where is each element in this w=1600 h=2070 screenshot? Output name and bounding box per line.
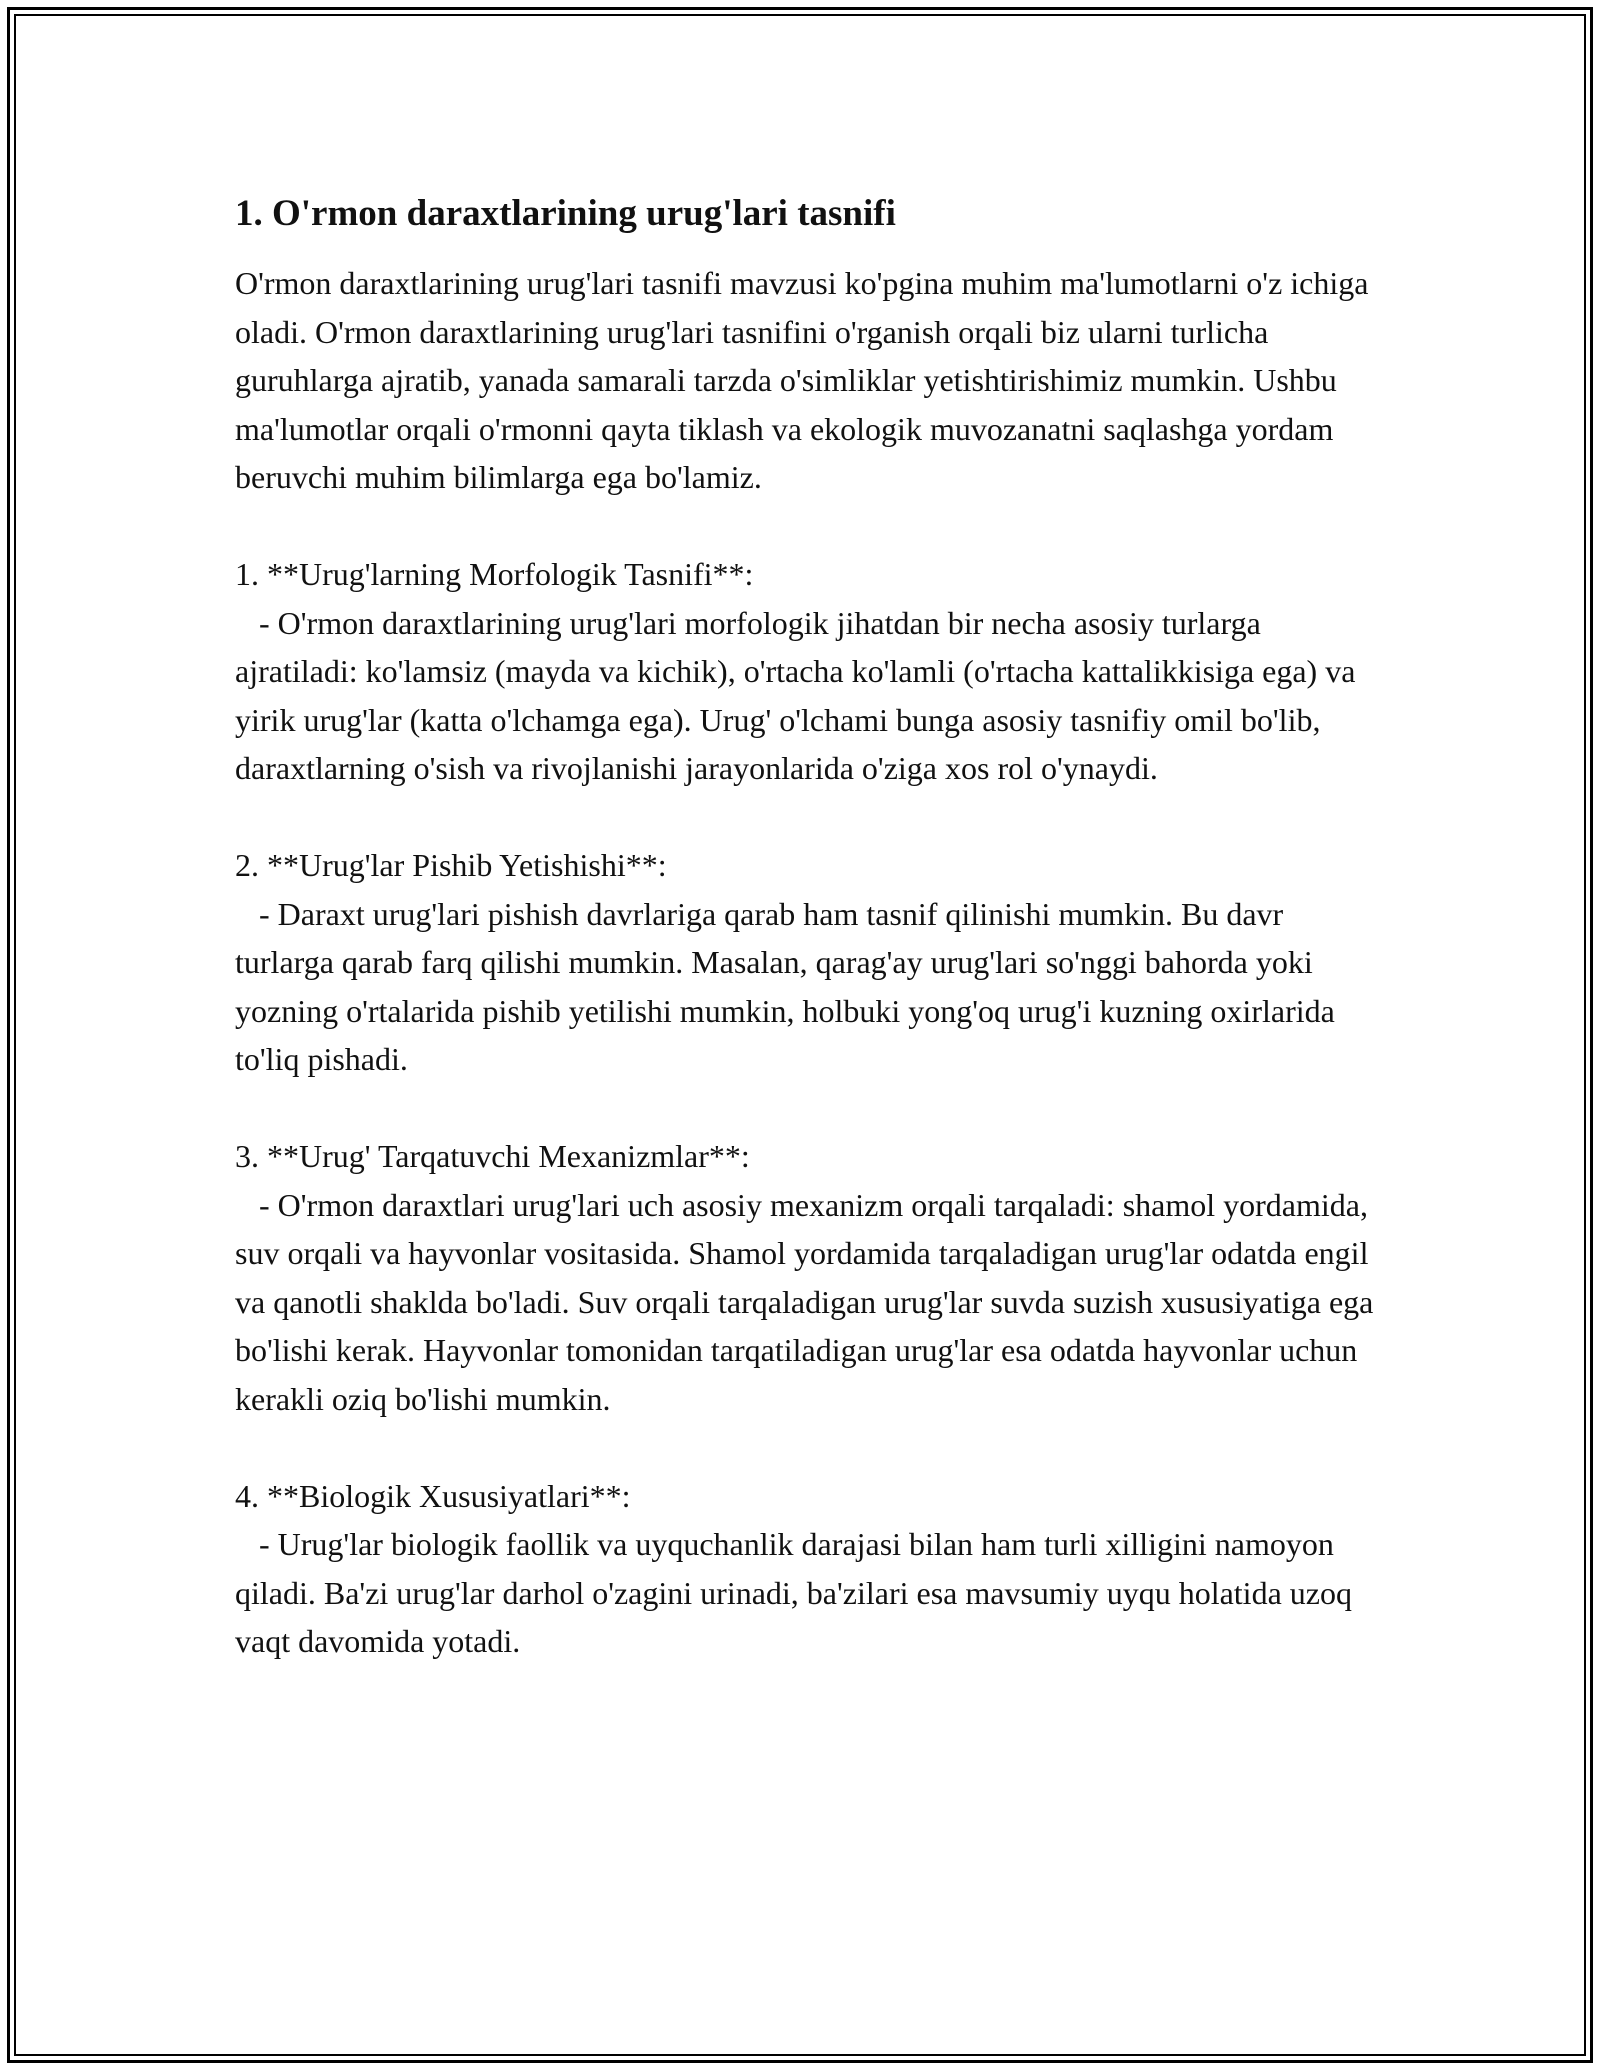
document-body <box>235 189 1380 1666</box>
spacer <box>235 1423 1380 1472</box>
section-body: - Urug'lar biologik faollik va uyquchanlik darajasi bilan ham turli xilligini namoyon qiladi. Ba'zi urug'lar darhol o'zagini urinadi, ba'zilari esa mavsumiy uyqu holatida uzoq vaqt davomida yotadi. <box>235 1526 1360 1659</box>
section-heading: 4. **Biologik Xususiyatlari**: <box>235 1477 631 1514</box>
intro-paragraph: O'rmon daraxtlarining urug'lari tasnifi mavzusi ko'pgina muhim ma'lumotlarni o'z ichiga oladi. O'rmon daraxtlarining urug'lari tasnifini o'rganish orqali biz ularni turlicha guruhlarga ajratib, yanada samarali tarzda o'simliklar yetishtirishimiz mumkin. Ushbu ma'lumotlar orqali o'rmonni qayta tiklash va ekologik muvozanatni saqlashga yordam beruvchi muhim bilimlarga ega bo'lamiz. <box>235 265 1369 495</box>
section-body: - O'rmon daraxtlarining urug'lari morfologik jihatdan bir necha asosiy turlarga ajratiladi: ko'lamsiz (mayda va kichik), o'rtacha ko'lamli (o'rtacha kattalikkisiga ega) va yirik urug'lar (katta o'lchamga ega). Urug' o'lchami bunga asosiy tasnifiy omil bo'lib, daraxtlarning o'sish va rivojlanishi jarayonlarida o'ziga xos rol o'ynaydi. <box>235 604 1364 786</box>
spacer <box>235 793 1380 842</box>
section-4 <box>235 1472 1380 1666</box>
section-body: - O'rmon daraxtlari urug'lari uch asosiy mexanizm orqali tarqaladi: shamol yordamida, suv orqali va hayvonlar vositasida. Shamol yordamida tarqaladigan urug'lar odatda engil va qanotli shaklda bo'ladi. Suv orqali tarqaladigan urug'lar suvda suzish xususiyatiga ega bo'lishi kerak. Hayvonlar tomonidan tarqatiladigan urug'lar esa odatda hayvonlar uchun kerakli oziq bo'lishi mumkin. <box>235 1186 1382 1417</box>
spacer <box>235 502 1380 551</box>
section-1 <box>235 550 1380 793</box>
document-title: 1. O'rmon daraxtlarining urug'lari tasnifi <box>235 193 896 234</box>
section-3 <box>235 1132 1380 1423</box>
section-body: - Daraxt urug'lari pishish davrlariga qarab ham tasnif qilinishi mumkin. Bu davr turlarga qarab farq qilishi mumkin. Masalan, qarag'ay urug'lari so'nggi bahorda yoki yozning o'rtalarida pishib yetilishi mumkin, holbuki yong'oq urug'i kuzning oxirlarida to'liq pishadi. <box>235 895 1343 1077</box>
section-heading: 3. **Urug' Tarqatuvchi Mexanizmlar**: <box>235 1138 750 1174</box>
section-2 <box>235 841 1380 1084</box>
spacer <box>235 1084 1380 1133</box>
section-heading: 1. **Urug'larning Morfologik Tasnifi**: <box>235 556 754 592</box>
section-heading: 2. **Urug'lar Pishib Yetishishi**: <box>235 847 667 883</box>
